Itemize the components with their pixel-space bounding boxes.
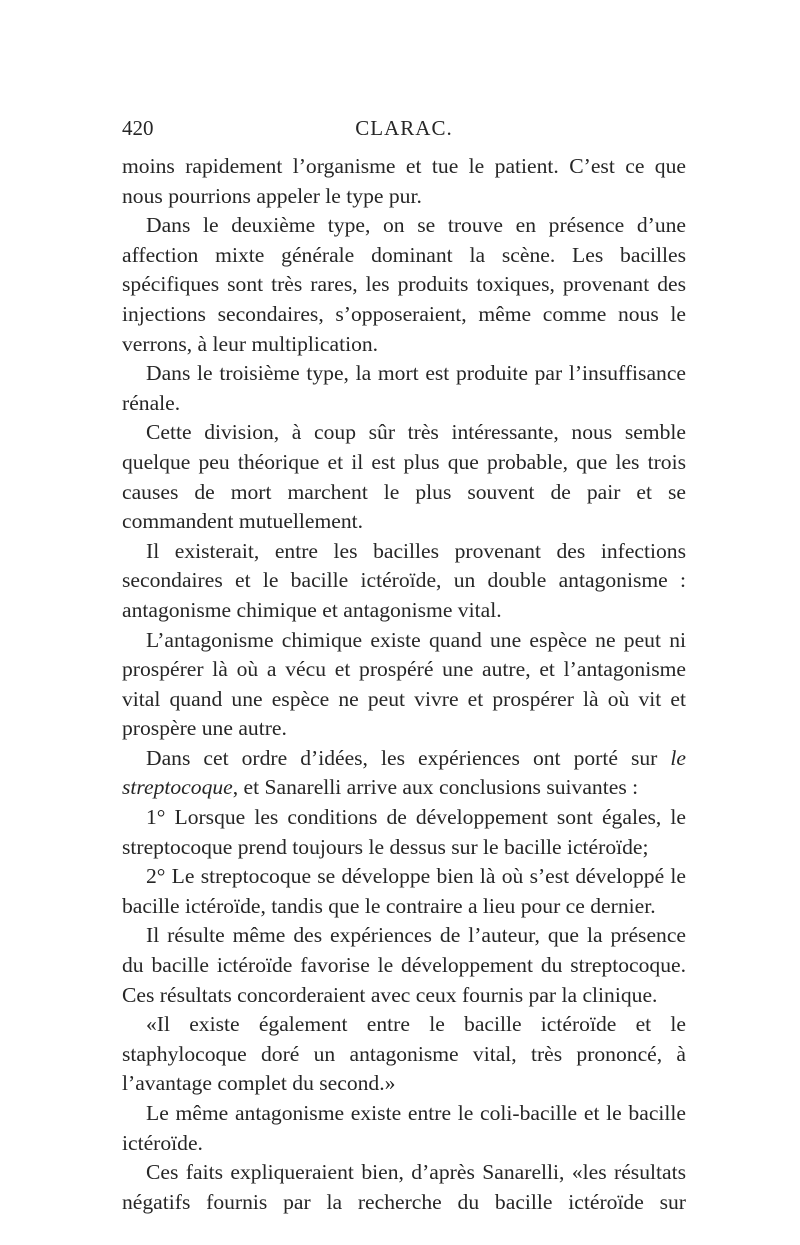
paragraph-p1 (122, 152, 686, 211)
paragraph-text: 1° Lorsque les conditions de développement sont égales, le streptocoque prend toujours le dessus sur le bacille ictéroïde; (122, 805, 686, 859)
paragraph-p7 (122, 744, 686, 803)
paragraph-text: Ces faits expliqueraient bien, d’après Sanarelli, «les résultats négatifs fournis par la recherche du bacille ictéroïde sur (122, 1160, 686, 1214)
paragraph-p8 (122, 803, 686, 862)
paragraph-p4 (122, 418, 686, 536)
page-header (122, 118, 686, 138)
paragraph-text: Cette division, à coup sûr très intéressante, nous semble quelque peu théorique et il est plus que probable, que les trois causes de mort marchent le plus souvent de pair et se commandent mutuellement. (122, 420, 686, 534)
paragraph-text: Le même antagonisme existe entre le coli-bacille et le bacille ictéroïde. (122, 1101, 686, 1155)
paragraph-text: 2° Le streptocoque se développe bien là où s’est développé le bacille ictéroïde, tandis que le contraire a lieu pour ce dernier. (122, 864, 686, 918)
paragraph-p3 (122, 359, 686, 418)
paragraph-text: Il résulte même des expériences de l’auteur, que la présence du bacille ictéroïde favorise le développement du streptocoque. Ces résultats concorderaient avec ceux fournis par la clinique. (122, 923, 686, 1007)
paragraph-p9 (122, 862, 686, 921)
italic-text: le streptocoque (122, 745, 686, 800)
paragraph-p10 (122, 921, 686, 1010)
paragraph-text: L’antagonisme chimique existe quand une espèce ne peut ni prospérer là où a vécu et prospéré une autre, et l’antagonisme vital quand une espèce ne peut vivre et prospérer là où vit et prospère une autre. (122, 627, 686, 741)
page-number: 420 (122, 116, 154, 140)
book-page (122, 0, 686, 1217)
paragraph-text: , et Sanarelli arrive aux conclusions suivantes : (232, 775, 639, 800)
paragraph-p6 (122, 626, 686, 744)
paragraph-text: Il existerait, entre les bacilles provenant des infections secondaires et le bacille ictéroïde, un double antagonisme : antagonisme chimique et antagonisme vital. (122, 538, 686, 622)
paragraph-p12 (122, 1099, 686, 1158)
paragraph-text: Dans le deuxième type, on se trouve en présence d’une affection mixte générale dominant la scène. Les bacilles spécifiques sont très rares, les produits toxiques, provenant des injections secondaires, s’opposeraient, même comme nous le verrons, à leur multiplication. (122, 213, 686, 356)
running-head: CLARAC. (355, 116, 453, 140)
paragraph-text: «Il existe également entre le bacille ictéroïde et le staphylocoque doré un antagonisme vital, très prononcé, à l’avantage complet du second.» (122, 1012, 686, 1096)
paragraph-text: Dans cet ordre d’idées, les expériences ont porté sur (146, 745, 671, 770)
paragraph-p11 (122, 1010, 686, 1099)
paragraph-text: moins rapidement l’organisme et tue le patient. C’est ce que nous pourrions appeler le type pur. (122, 154, 686, 208)
paragraph-p13 (122, 1158, 686, 1217)
paragraph-text: Dans le troisième type, la mort est produite par l’insuffisance rénale. (122, 361, 686, 415)
paragraph-p5 (122, 537, 686, 626)
paragraph-p2 (122, 211, 686, 359)
body-text (122, 152, 686, 1217)
